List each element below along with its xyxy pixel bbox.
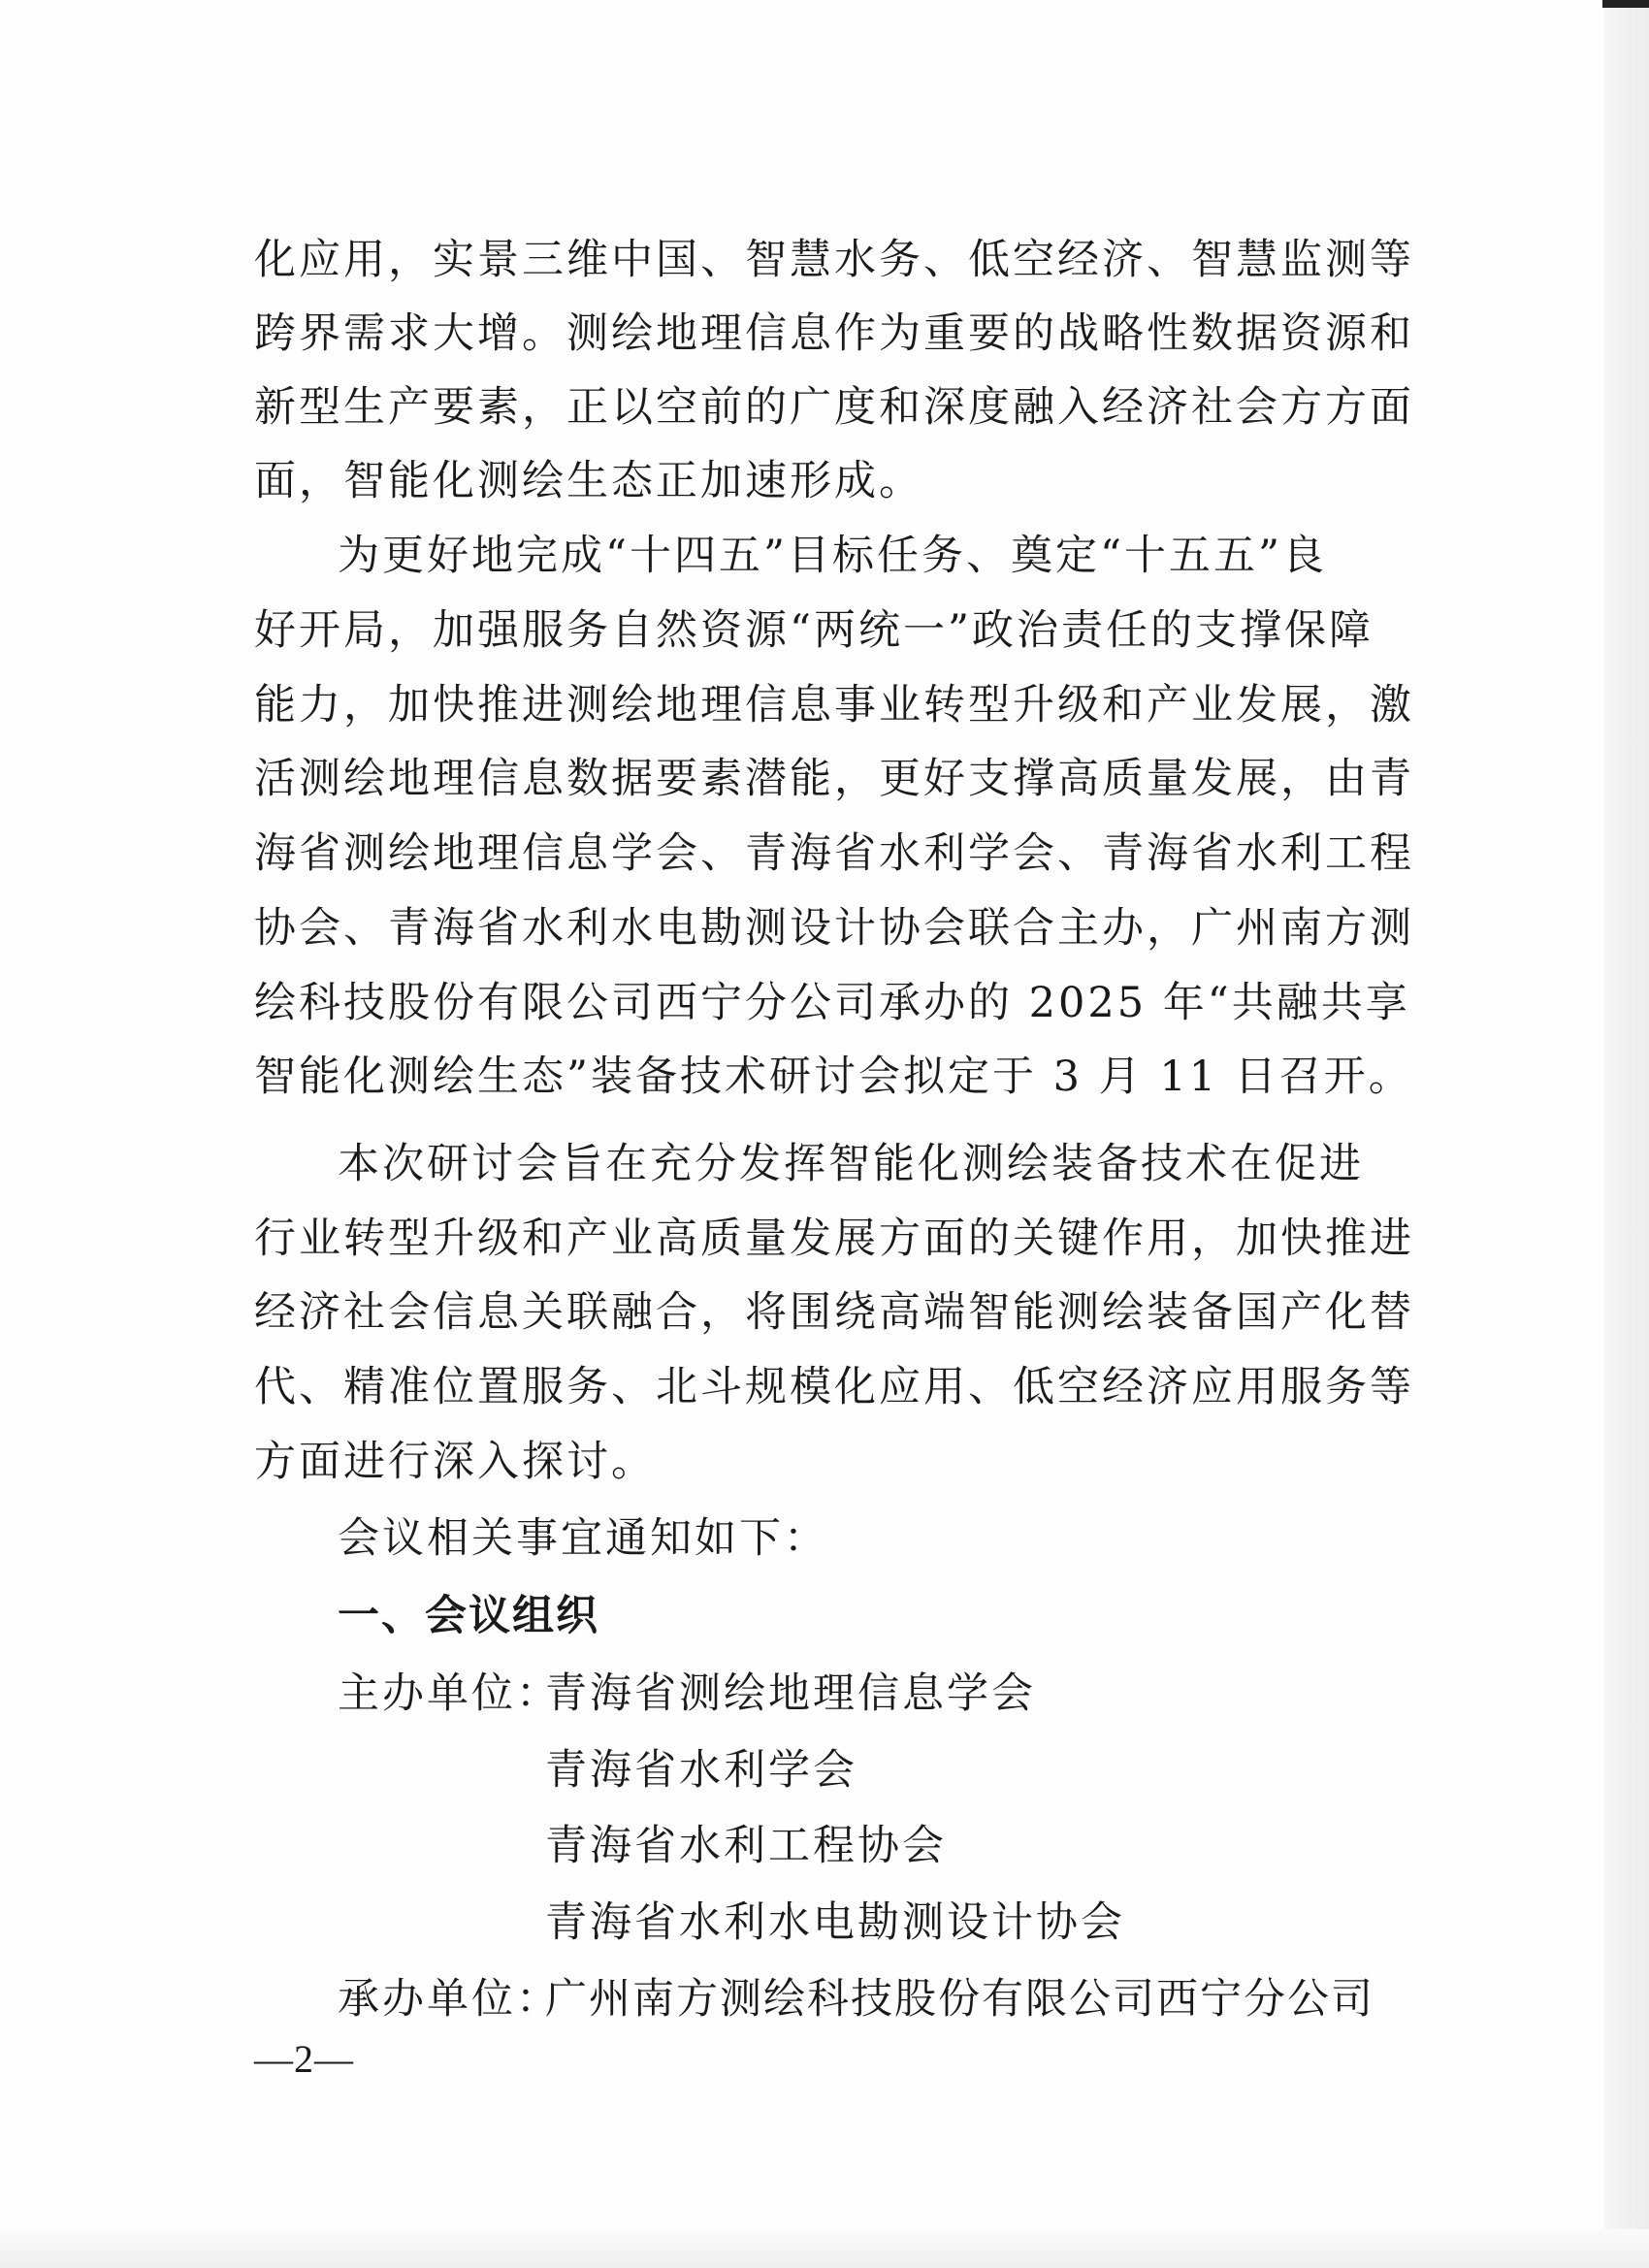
section-heading: 一、会议组织 [338, 1592, 599, 1640]
paragraph-line: 本次研讨会旨在充分发挥智能化测绘装备技术在促进 [338, 1140, 1364, 1188]
host-unit: 青海省水利工程协会 [545, 1822, 947, 1870]
organizer-unit: 广州南方测绘科技股份有限公司西宁分公司 [545, 1975, 1374, 2024]
paragraph-line: 跨界需求大增。测绘地理信息作为重要的战略性数据资源和 [254, 309, 1414, 358]
host-units-row [254, 1741, 1325, 1799]
paragraph-line: 代、精准位置服务、北斗规模化应用、低空经济应用服务等 [254, 1363, 1414, 1411]
paragraph-line: 会议相关事宜通知如下： [338, 1514, 828, 1563]
paragraph-line: 能力，加快推进测绘地理信息事业转型升级和产业发展，激 [254, 681, 1414, 729]
organizer-label: 承办单位： [338, 1975, 561, 2024]
host-units-row [254, 1894, 1325, 1952]
scan-edge-right [1604, 0, 1649, 2268]
host-units-row [254, 1665, 1325, 1723]
paragraph-line: 方面进行深入探讨。 [254, 1438, 656, 1486]
paragraph-line: 为更好地完成“十四五”目标任务、奠定“十五五”良 [338, 532, 1327, 580]
paragraph-line: 行业转型升级和产业高质量发展方面的关键作用，加快推进 [254, 1215, 1414, 1263]
paragraph-line: 协会、青海省水利水电勘测设计协会联合主办，广州南方测 [254, 904, 1414, 953]
paragraph-line: 面，智能化测绘生态正加速形成。 [254, 457, 923, 505]
paragraph-line: 经济社会信息关联融合，将围绕高端智能测绘装备国产化替 [254, 1288, 1414, 1337]
paragraph-line: 绘科技股份有限公司西宁分公司承办的 2025 年“共融共享 [254, 979, 1410, 1027]
host-unit: 青海省水利水电勘测设计协会 [545, 1898, 1125, 1947]
paragraph-line: 智能化测绘生态”装备技术研讨会拟定于 3 月 11 日召开。 [254, 1053, 1413, 1101]
paragraph-line: 新型生产要素，正以空前的广度和深度融入经济社会方方面 [254, 383, 1414, 432]
host-unit: 青海省水利学会 [545, 1746, 857, 1795]
paragraph-line: 好开局，加强服务自然资源“两统一”政治责任的支撑保障 [254, 606, 1374, 655]
paragraph-line: 海省测绘地理信息学会、青海省水利学会、青海省水利工程 [254, 829, 1414, 878]
scan-corner-mark [1602, 0, 1649, 8]
host-unit: 青海省测绘地理信息学会 [545, 1669, 1036, 1718]
organizer-row [254, 1970, 1374, 2028]
host-label: 主办单位： [338, 1669, 561, 1718]
scan-edge-bottom [0, 2229, 1649, 2268]
paragraph-line: 化应用，实景三维中国、智慧水务、低空经济、智慧监测等 [254, 236, 1414, 284]
page-number: —2— [254, 2037, 354, 2081]
host-units-row [254, 1817, 1325, 1875]
paragraph-line: 活测绘地理信息数据要素潜能，更好支撑高质量发展，由青 [254, 755, 1414, 803]
